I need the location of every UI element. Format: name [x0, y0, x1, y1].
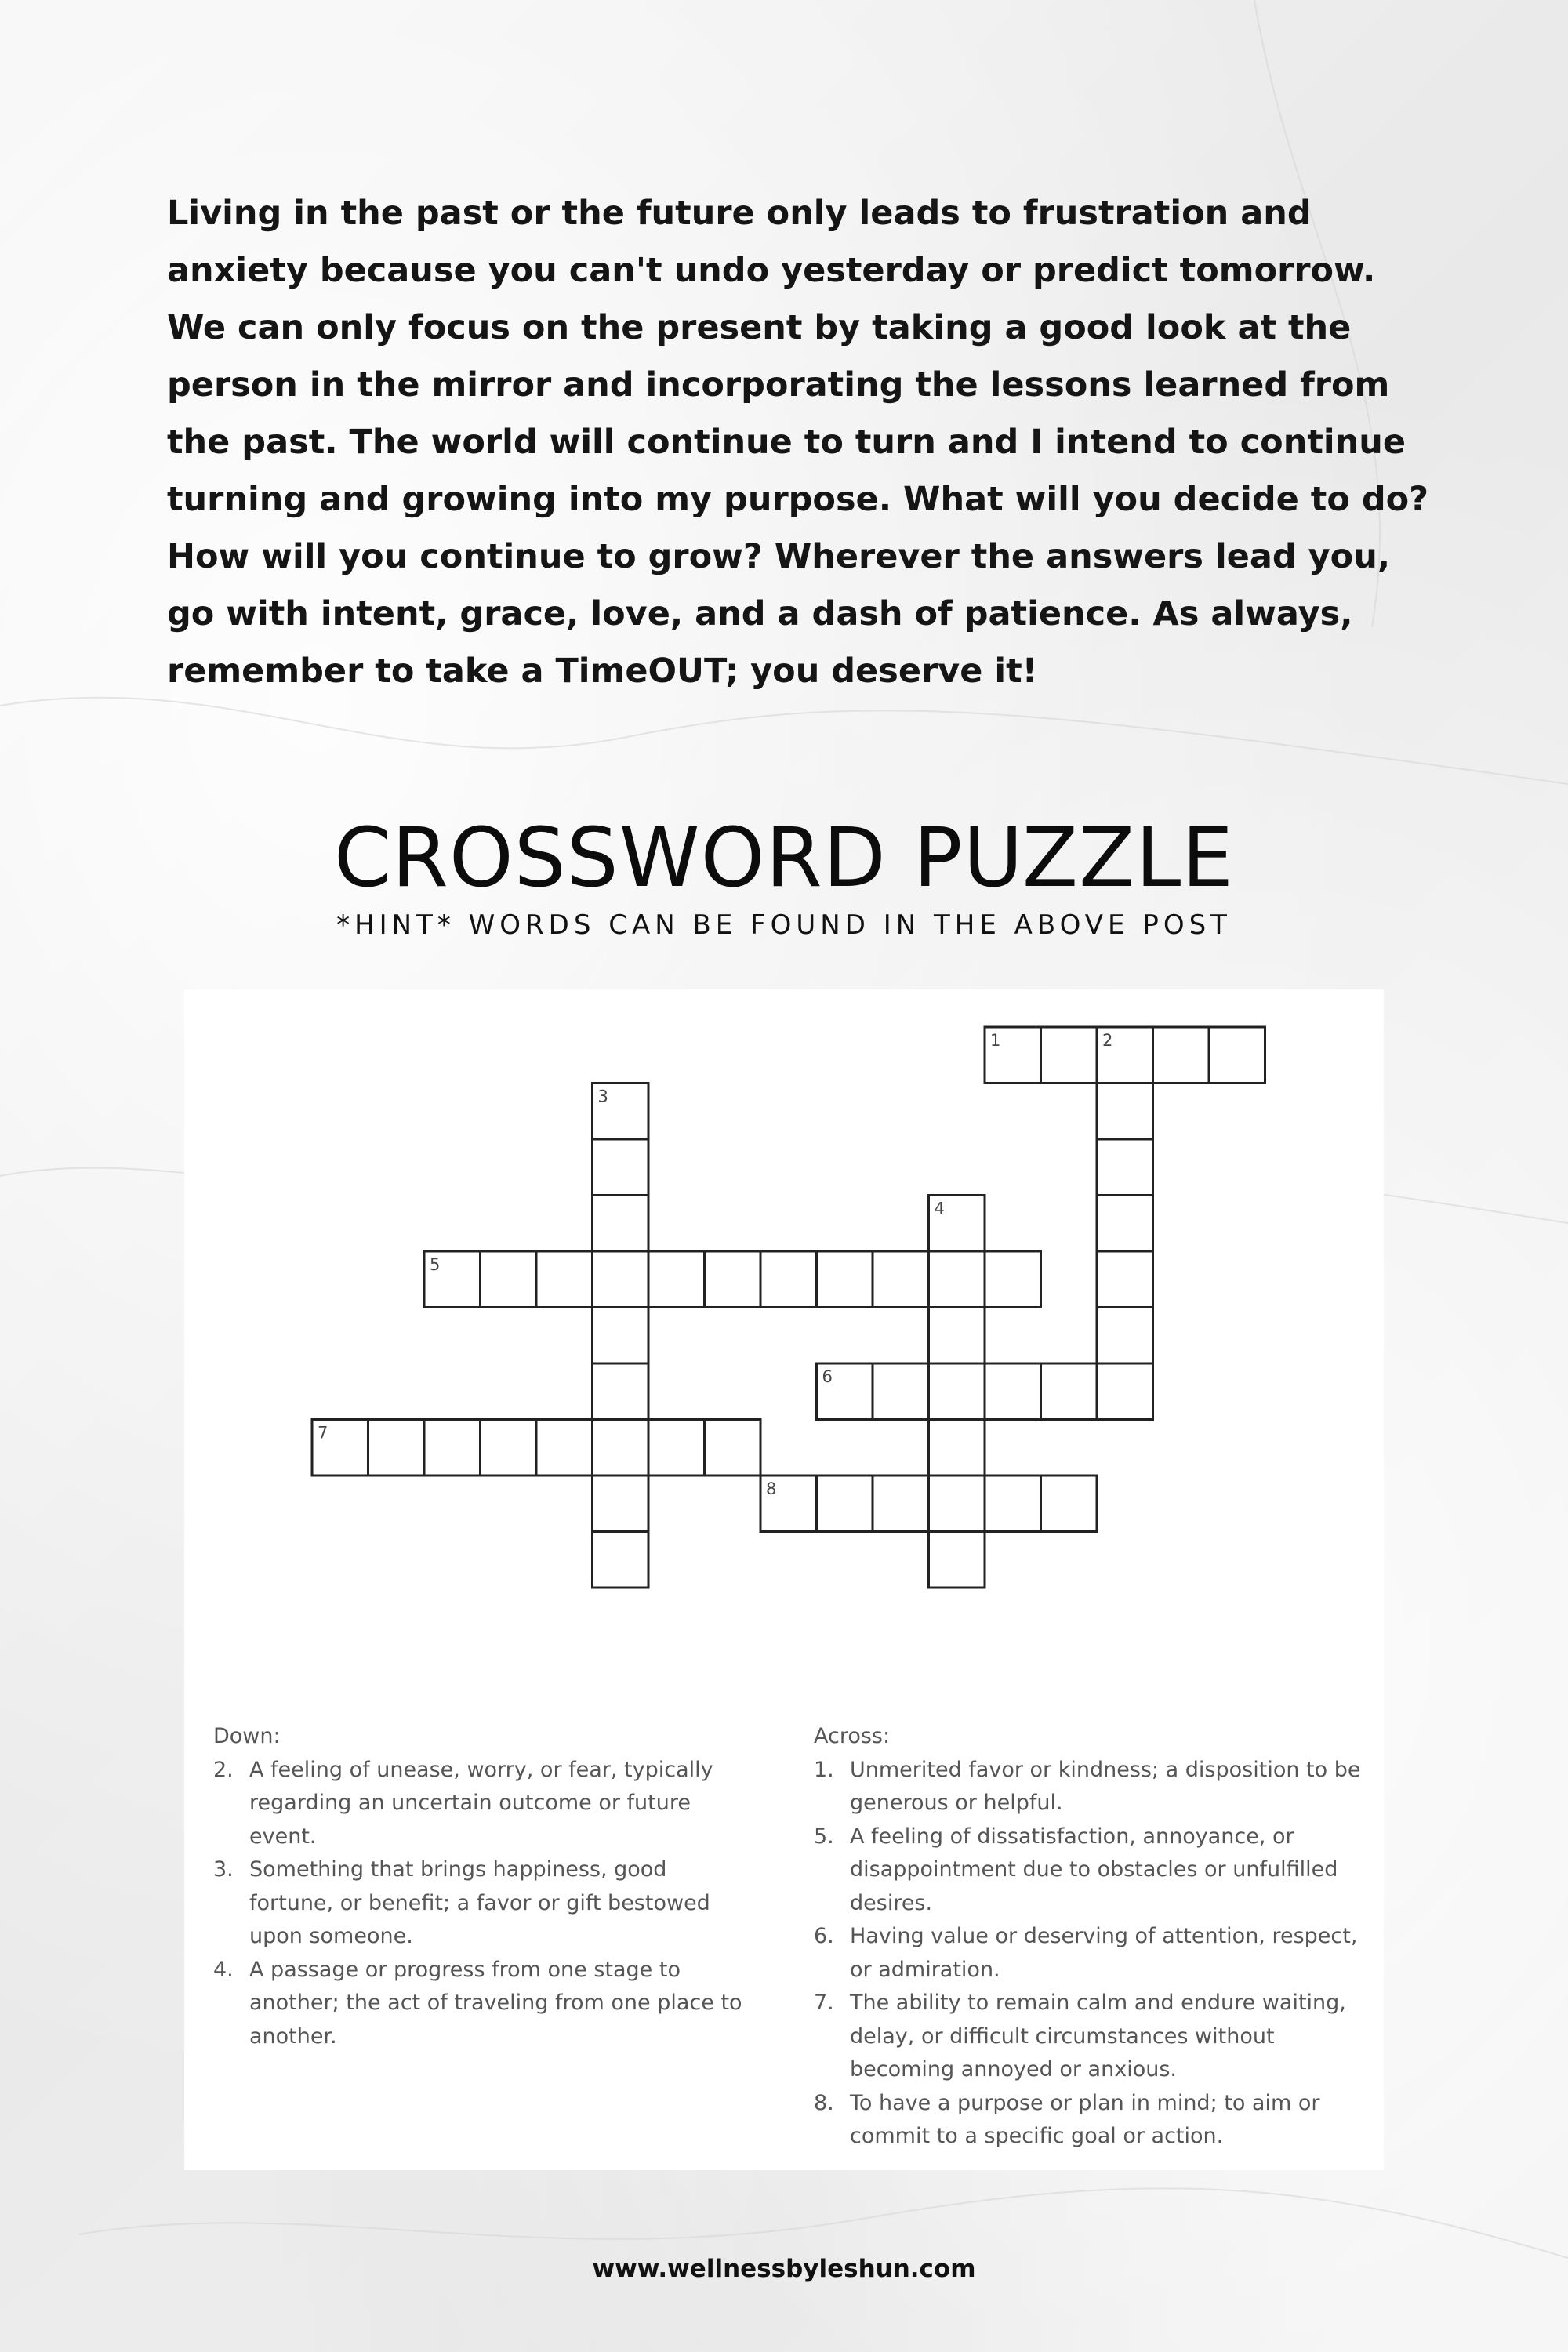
- grid-cell[interactable]: [593, 1251, 649, 1308]
- down-clue: [213, 1954, 746, 2054]
- intro-paragraph: Living in the past or the future only leads to frustration and anxiety because you can't undo yesterday or predict tomorrow. We can only focus on the present by taking a good look at the person in the mirror and incorporating the lessons learned from the past. The world will continue to turn and I intend to continue turning and growing into my purpose. What will you decide to do? How will you continue to grow? Wherever the answers lead you, go with intent, grace, love, and a dash of patience. As always, remember to take a TimeOUT; you deserve it!: [167, 194, 1429, 691]
- grid-cell[interactable]: [705, 1251, 761, 1308]
- down-clues: [213, 1720, 746, 2053]
- clue-number: 1.: [814, 1757, 834, 1782]
- clue-number-label: 3: [597, 1087, 608, 1106]
- clue-number-label: 8: [766, 1479, 777, 1498]
- puzzle-title: CROSSWORD PUZZLE: [333, 810, 1234, 906]
- grid-cell[interactable]: [985, 1251, 1041, 1308]
- clue-number: 4.: [213, 1957, 234, 1982]
- across-clue: [814, 1754, 1363, 1820]
- grid-cell[interactable]: [985, 1475, 1041, 1532]
- clue-text: Something that brings happiness, good fortune, or benefit; a favor or gift bestowed upon someone.: [249, 1857, 710, 1948]
- clue-text: The ability to remain calm and endure waiting, delay, or difficult circumstances without becoming annoyed or anxious.: [850, 1991, 1346, 2082]
- clue-text: A feeling of unease, worry, or fear, typically regarding an uncertain outcome or future event.: [249, 1757, 713, 1849]
- grid-cell[interactable]: [873, 1363, 929, 1420]
- grid-cell[interactable]: [593, 1475, 649, 1532]
- grid-cell[interactable]: [817, 1475, 873, 1532]
- grid-cell[interactable]: [929, 1475, 985, 1532]
- grid-cell[interactable]: [1097, 1308, 1153, 1364]
- grid-cell[interactable]: [593, 1532, 649, 1588]
- grid-cell[interactable]: [648, 1420, 705, 1476]
- across-clues: [814, 1720, 1363, 2154]
- grid-cell[interactable]: [929, 1363, 985, 1420]
- puzzle-panel: [184, 989, 1384, 2170]
- grid-cell[interactable]: [1041, 1027, 1098, 1083]
- grid-cell[interactable]: [481, 1420, 537, 1476]
- footer-url: www.wellnessbyleshun.com: [592, 2255, 976, 2283]
- grid-cell[interactable]: [1041, 1475, 1098, 1532]
- grid-cell[interactable]: [536, 1251, 593, 1308]
- clue-number: 6.: [814, 1924, 834, 1948]
- grid-cell[interactable]: [705, 1420, 761, 1476]
- grid-cell[interactable]: [873, 1251, 929, 1308]
- clue-number: 5.: [814, 1824, 834, 1849]
- grid-cell[interactable]: [817, 1251, 873, 1308]
- crossword-grid: [184, 989, 1384, 1695]
- clue-number-label: 6: [822, 1367, 833, 1386]
- clue-text: Unmerited favor or kindness; a disposition to be generous or helpful.: [850, 1757, 1361, 1815]
- clue-number: 7.: [814, 1991, 834, 2015]
- grid-cell[interactable]: [593, 1308, 649, 1364]
- across-clue: [814, 1987, 1363, 2087]
- grid-cell[interactable]: [648, 1251, 705, 1308]
- clue-number-label: 5: [430, 1255, 441, 1274]
- clue-number-label: 2: [1102, 1031, 1113, 1050]
- across-clue: [814, 1920, 1363, 1987]
- down-clue: [213, 1853, 746, 1954]
- clue-text: To have a purpose or plan in mind; to aim or commit to a specific goal or action.: [850, 2090, 1320, 2148]
- grid-cell[interactable]: [760, 1251, 817, 1308]
- clue-number-label: 1: [990, 1031, 1001, 1050]
- clue-number-label: 7: [318, 1423, 328, 1443]
- grid-cell[interactable]: [1097, 1251, 1153, 1308]
- puzzle-subtitle: *HINT* WORDS CAN BE FOUND IN THE ABOVE POST: [336, 909, 1232, 941]
- grid-cell[interactable]: [1097, 1139, 1153, 1196]
- across-clue: [814, 1820, 1363, 1921]
- grid-cell[interactable]: [593, 1139, 649, 1196]
- down-heading: Down:: [213, 1724, 281, 1748]
- grid-cell[interactable]: [929, 1308, 985, 1364]
- down-clue: [213, 1754, 746, 1854]
- grid-cell[interactable]: [929, 1251, 985, 1308]
- clue-number: 3.: [213, 1857, 234, 1882]
- grid-cell[interactable]: [424, 1420, 481, 1476]
- grid-cell[interactable]: [593, 1363, 649, 1420]
- clue-text: A passage or progress from one stage to another; the act of traveling from one place to another.: [249, 1957, 742, 2049]
- grid-cell[interactable]: [593, 1420, 649, 1476]
- grid-cell[interactable]: [1153, 1027, 1210, 1083]
- grid-cell[interactable]: [929, 1532, 985, 1588]
- grid-cell[interactable]: [481, 1251, 537, 1308]
- clue-number: 2.: [213, 1757, 234, 1782]
- grid-cell[interactable]: [1209, 1027, 1265, 1083]
- grid-cell[interactable]: [593, 1196, 649, 1252]
- grid-cell[interactable]: [536, 1420, 593, 1476]
- grid-cell[interactable]: [1041, 1363, 1098, 1420]
- grid-cell[interactable]: [985, 1363, 1041, 1420]
- grid-cell[interactable]: [1097, 1363, 1153, 1420]
- grid-cell[interactable]: [929, 1420, 985, 1476]
- clue-text: A feeling of dissatisfaction, annoyance, or disappointment due to obstacles or unfulfilled desires.: [850, 1824, 1338, 1915]
- clue-number: 8.: [814, 2090, 834, 2115]
- across-heading: Across:: [814, 1724, 891, 1748]
- grid-cell[interactable]: [1097, 1083, 1153, 1140]
- clue-text: Having value or deserving of attention, respect, or admiration.: [850, 1924, 1358, 1982]
- across-clue: [814, 2087, 1363, 2154]
- grid-cell[interactable]: [1097, 1196, 1153, 1252]
- clue-number-label: 4: [934, 1199, 945, 1218]
- grid-cell[interactable]: [873, 1475, 929, 1532]
- grid-cell[interactable]: [368, 1420, 425, 1476]
